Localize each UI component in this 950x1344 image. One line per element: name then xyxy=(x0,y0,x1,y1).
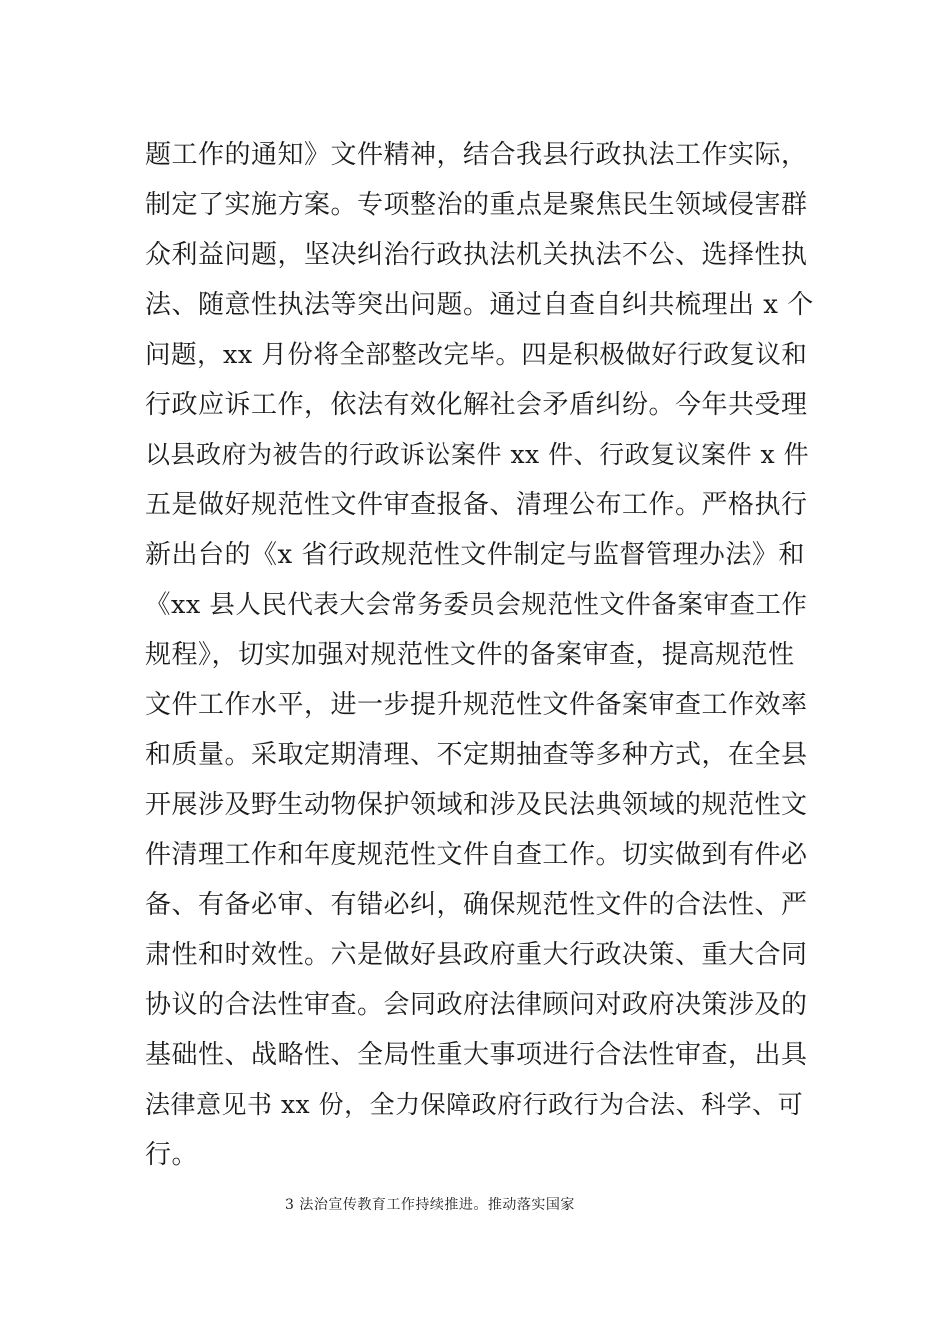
body-line-18: 协议的合法性审查。会同政府法律顾问对政府决策涉及的 xyxy=(145,990,808,1020)
body-line-20: 法律意见书 xx 份，全力保障政府行政行为合法、科学、可 xyxy=(145,1090,804,1119)
body-line-17: 肃性和时效性。六是做好县政府重大行政决策、重大合同 xyxy=(145,940,808,970)
body-line-15: 件清理工作和年度规范性文件自查工作。切实做到有件必 xyxy=(145,840,808,870)
body-line-3: 众利益问题，坚决纠治行政执法机关执法不公、选择性执 xyxy=(145,240,808,270)
body-line-2: 制定了实施方案。专项整治的重点是聚焦民生领域侵害群 xyxy=(145,190,808,220)
body-line-7: 以县政府为被告的行政诉讼案件 xx 件、行政复议案件 x 件 xyxy=(145,440,810,469)
body-line-19: 基础性、战略性、全局性重大事项进行合法性审查，出具 xyxy=(145,1040,808,1070)
body-line-6: 行政应诉工作，依法有效化解社会矛盾纠纷。今年共受理 xyxy=(145,390,808,420)
body-line-1: 题工作的通知》文件精神，结合我县行政执法工作实际， xyxy=(145,140,808,170)
body-line-5: 问题，xx 月份将全部整改完毕。四是积极做好行政复议和 xyxy=(145,340,808,370)
body-line-12: 文件工作水平，进一步提升规范性文件备案审查工作效率 xyxy=(145,690,808,720)
body-line-4: 法、随意性执法等突出问题。通过自查自纠共梳理出 x 个 xyxy=(145,290,814,320)
body-line-9: 新出台的《x 省行政规范性文件制定与监督管理办法》和 xyxy=(145,540,805,570)
body-line-8: 五是做好规范性文件审查报备、清理公布工作。严格执行 xyxy=(145,490,808,520)
body-line-21: 行。 xyxy=(145,1140,199,1170)
section-heading-line: 3 法治宣传教育工作持续推进。推动落实国家 xyxy=(285,1197,575,1213)
body-line-14: 开展涉及野生动物保护领域和涉及民法典领域的规范性文 xyxy=(145,790,808,820)
body-line-13: 和质量。采取定期清理、不定期抽查等多种方式，在全县 xyxy=(145,740,808,770)
body-line-11: 规程》，切实加强对规范性文件的备案审查，提高规范性 xyxy=(145,640,795,670)
body-line-16: 备、有备必审、有错必纠，确保规范性文件的合法性、严 xyxy=(145,890,808,920)
body-line-10: 《xx 县人民代表大会常务委员会规范性文件备案审查工作 xyxy=(145,590,808,620)
